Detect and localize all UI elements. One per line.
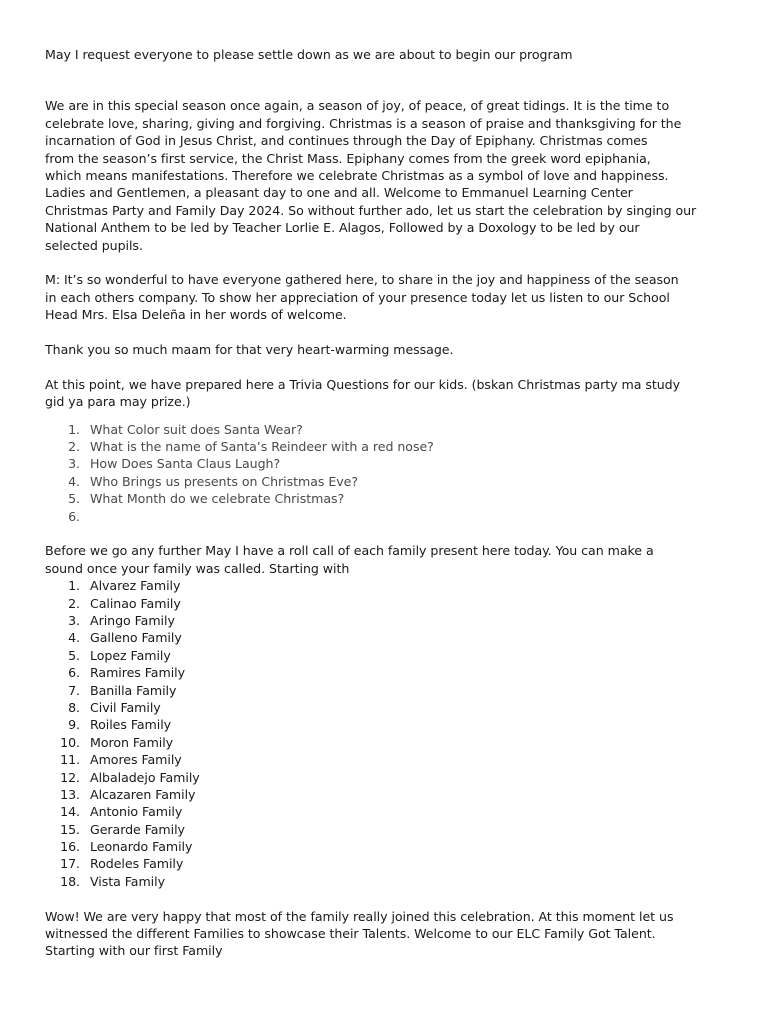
trivia-item-text: How Does Santa Claus Laugh? — [90, 456, 281, 472]
family-item-text: Antonio Family — [90, 804, 183, 820]
family-item-text: Galleno Family — [90, 630, 182, 646]
family-item-text: Rodeles Family — [90, 856, 184, 872]
family-item — [45, 664, 735, 681]
family-item-number: 11. — [60, 752, 80, 768]
trivia-item — [45, 473, 735, 490]
thanks-paragraph: Thank you so much maam for that very heart-warming message. — [45, 342, 454, 358]
trivia-item-text: What Month do we celebrate Christmas? — [90, 491, 345, 507]
family-item-text: Gerarde Family — [90, 821, 185, 837]
welcome-paragraph: M: It’s so wonderful to have everyone gathered here, to share in the joy and happiness of the season in each others company. To show her appreciation of your presence today let us listen to our School Head Mrs. Elsa Deleña in her words of welcome. — [45, 272, 679, 323]
family-item — [45, 682, 735, 699]
family-item-number: 14. — [60, 804, 80, 820]
family-item — [45, 786, 735, 803]
trivia-item-text: What Color suit does Santa Wear? — [90, 421, 303, 437]
family-item-number: 15. — [60, 821, 80, 837]
family-item — [45, 577, 735, 594]
family-item-text: Albaladejo Family — [90, 769, 200, 785]
family-item — [45, 803, 735, 820]
family-item — [45, 595, 735, 612]
family-item-text: Calinao Family — [90, 595, 181, 611]
family-item-text: Leonardo Family — [90, 839, 193, 855]
family-item-number: 1. — [68, 578, 80, 594]
family-item-number: 6. — [68, 665, 80, 681]
trivia-item — [45, 438, 735, 455]
trivia-item-number: 1. — [68, 421, 80, 437]
family-item-number: 17. — [60, 856, 80, 872]
family-item-text: Roiles Family — [90, 717, 172, 733]
family-item-number: 5. — [68, 647, 80, 663]
family-item-text: Civil Family — [90, 699, 161, 715]
family-item-number: 2. — [68, 595, 80, 611]
family-item-text: Alcazaren Family — [90, 786, 196, 802]
family-item — [45, 751, 735, 768]
family-item-number: 9. — [68, 717, 80, 733]
family-item-number: 7. — [68, 682, 80, 698]
family-item — [45, 699, 735, 716]
trivia-item — [45, 490, 735, 507]
opening-paragraph: We are in this special season once again, a season of joy, of peace, of great tidings. It is the time to celebrate love, sharing, giving and forgiving. Christmas is a season of praise and thanksgiving for the incarnation of God in Jesus Christ, and continues through the Day of Epiphany. Christmas comes from the season’s first service, the Christ Mass. Epiphany comes from the greek word epiphania, which means manifestations. Therefore we celebrate Christmas as a symbol of love and happiness. Ladies and Gentlemen, a pleasant day to one and all. Welcome to Emmanuel Learning Center Christmas Party and Family Day 2024. So without further ado, let us start the celebration by singing our National Anthem to be led by Teacher Lorlie E. Alagos, Followed by a Doxology to be led by our selected pupils. — [45, 98, 697, 253]
family-item — [45, 647, 735, 664]
family-item-text: Amores Family — [90, 752, 182, 768]
trivia-item-text: Who Brings us presents on Christmas Eve? — [90, 473, 359, 489]
family-item — [45, 855, 735, 872]
family-item — [45, 612, 735, 629]
family-item — [45, 838, 735, 855]
family-item-number: 8. — [68, 699, 80, 715]
trivia-item-text: What is the name of Santa’s Reindeer with a red nose? — [90, 439, 434, 455]
trivia-item — [45, 421, 735, 438]
family-item-text: Ramires Family — [90, 665, 185, 681]
family-item-number: 13. — [60, 786, 80, 802]
family-item-text: Aringo Family — [90, 613, 175, 628]
trivia-list — [45, 421, 735, 525]
trivia-item — [45, 508, 735, 525]
family-item-number: 3. — [68, 613, 80, 628]
family-item — [45, 821, 735, 838]
trivia-intro-paragraph: At this point, we have prepared here a Trivia Questions for our kids. (bskan Christmas party ma study gid ya para may prize.) — [45, 376, 681, 410]
family-item-number: 18. — [60, 873, 80, 889]
family-item-number: 12. — [60, 769, 80, 785]
trivia-item-number: 6. — [68, 508, 80, 524]
trivia-item-number: 4. — [68, 473, 80, 489]
family-list — [45, 577, 735, 890]
family-item-text: Moron Family — [90, 734, 174, 750]
family-item — [45, 769, 735, 786]
family-item — [45, 716, 735, 733]
family-item-number: 4. — [68, 630, 80, 646]
family-item — [45, 873, 735, 890]
family-item-text: Lopez Family — [90, 647, 171, 663]
family-item-text: Banilla Family — [90, 682, 177, 698]
trivia-item — [45, 455, 735, 472]
rollcall-intro-paragraph: Before we go any further May I have a roll call of each family present here today. You can make a sound once your family was called. Starting with — [45, 543, 654, 576]
family-item — [45, 629, 735, 646]
intro-paragraph: May I request everyone to please settle down as we are about to begin our program — [45, 47, 573, 62]
trivia-item-number: 3. — [68, 456, 80, 472]
trivia-item-number: 2. — [68, 439, 80, 455]
family-item-number: 10. — [60, 734, 80, 750]
family-item-text: Vista Family — [90, 873, 165, 889]
family-item — [45, 734, 735, 751]
closing-paragraph: Wow! We are very happy that most of the family really joined this celebration. At this moment let us witnessed the different Families to showcase their Talents. Welcome to our ELC Family Got Talent. Starting with our first Family — [45, 908, 674, 959]
document-page — [45, 46, 735, 960]
family-item-text: Alvarez Family — [90, 578, 181, 594]
trivia-item-number: 5. — [68, 491, 80, 507]
family-item-number: 16. — [60, 839, 80, 855]
